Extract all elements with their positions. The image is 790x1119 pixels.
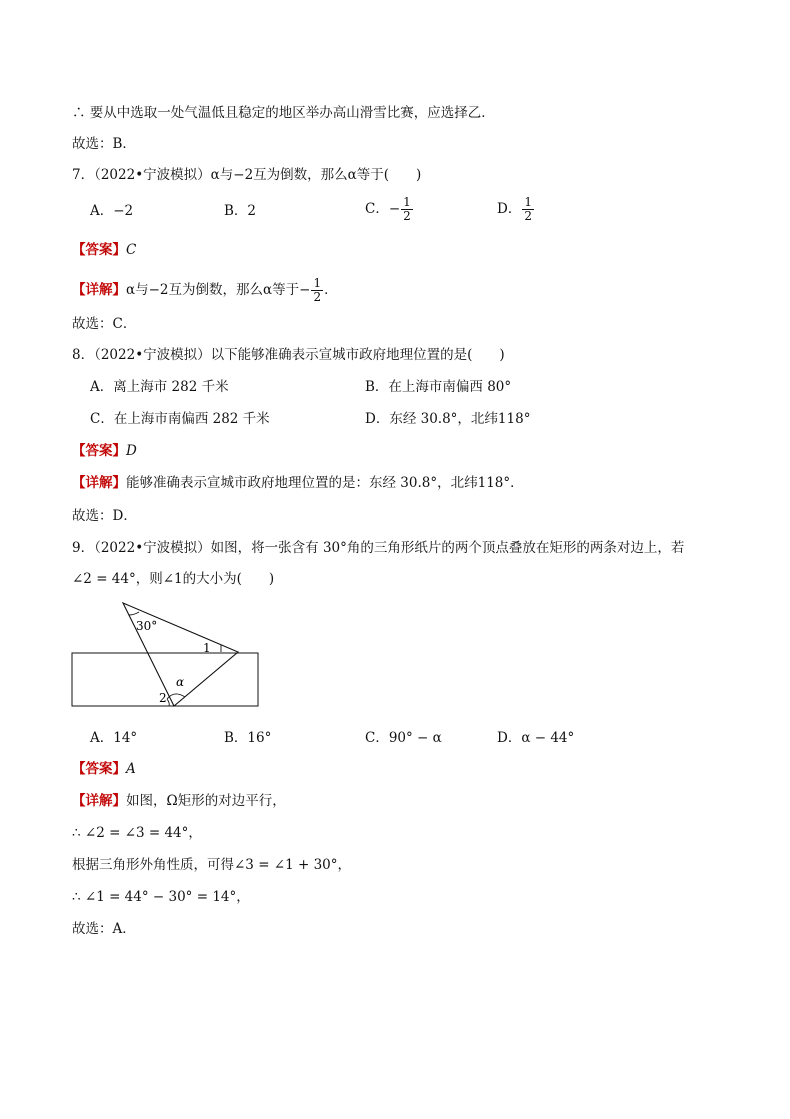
- q9-answer: 【答案】A: [72, 761, 136, 777]
- q9-figure: [66, 598, 266, 712]
- q7-option-c: C．− $\frac{1}{2}$: [365, 195, 411, 223]
- q8-stem: 8．（2022•宁波模拟）以下能够准确表示宣城市政府地理位置的是( ): [72, 347, 505, 363]
- q9-choice: 故选：A．: [72, 921, 136, 937]
- q9-option-d: D．α − 44°: [497, 730, 575, 746]
- q7-option-a: A．−2: [90, 203, 134, 219]
- angle-2-arc: [167, 699, 169, 706]
- angle-2-label: 2: [159, 691, 167, 705]
- q8-choice: 故选：D．: [72, 508, 137, 524]
- q9-detail-step1: ∴ ∠2 = ∠3 = 44°，: [72, 825, 202, 841]
- q7-answer: 【答案】C: [72, 242, 137, 258]
- q7-stem: 7．（2022•宁波模拟）α与−2互为倒数，那么α等于( ): [72, 167, 422, 183]
- angle-30-label: 30°: [136, 619, 158, 633]
- q8-option-b: B．在上海市南偏西 80°: [365, 379, 512, 395]
- q9-stem-line2: ∠2 = 44°，则∠1的大小为( ): [72, 571, 275, 587]
- q8-option-c: C．在上海市南偏西 282 千米: [90, 411, 270, 427]
- q7-option-b: B．2: [224, 203, 257, 219]
- q9-stem-line1: 9．（2022•宁波模拟）如图，将一张含有 30°角的三角形纸片的两个顶点叠放在矩形的两条对边上，若: [72, 540, 685, 556]
- q7-choice: 故选：C．: [72, 316, 137, 332]
- angle-1-label: 1: [203, 641, 211, 655]
- q7-option-d: D． $\frac{1}{2}$: [497, 195, 532, 223]
- fraction: $\frac{1}{2}$: [524, 195, 532, 223]
- q9-detail-step3: ∴ ∠1 = 44° − 30° = 14°，: [72, 889, 250, 905]
- q9-option-b: B．16°: [224, 730, 272, 746]
- q8-answer: 【答案】D: [72, 443, 137, 459]
- q8-detail: 【详解】能够准确表示宣城市政府地理位置的是：东经 30.8°，北纬118°．: [72, 475, 524, 491]
- q9-option-a: A．14°: [90, 730, 138, 746]
- q8-option-d: D．东经 30.8°，北纬118°: [365, 411, 531, 427]
- q8-option-a: A．离上海市 282 千米: [90, 379, 229, 395]
- choice-text: 故选：B．: [72, 136, 136, 152]
- q9-detail: 【详解】如图，Ω矩形的对边平行，: [72, 793, 286, 809]
- conclusion-text: ∴ 要从中选取一处气温低且稳定的地区举办高山滑雪比赛，应选择乙．: [72, 105, 495, 121]
- fraction: $\frac{1}{2}$: [403, 195, 411, 223]
- alpha-label: α: [176, 675, 185, 689]
- q9-option-c: C．90° − α: [365, 730, 442, 746]
- fraction: $\frac{1}{2}$: [313, 276, 322, 304]
- q9-detail-step2: 根据三角形外角性质，可得∠3 = ∠1 + 30°，: [72, 857, 352, 873]
- q7-detail: 【详解】α与−2互为倒数，那么α等于− $\frac{1}{2}$ ．: [72, 276, 338, 304]
